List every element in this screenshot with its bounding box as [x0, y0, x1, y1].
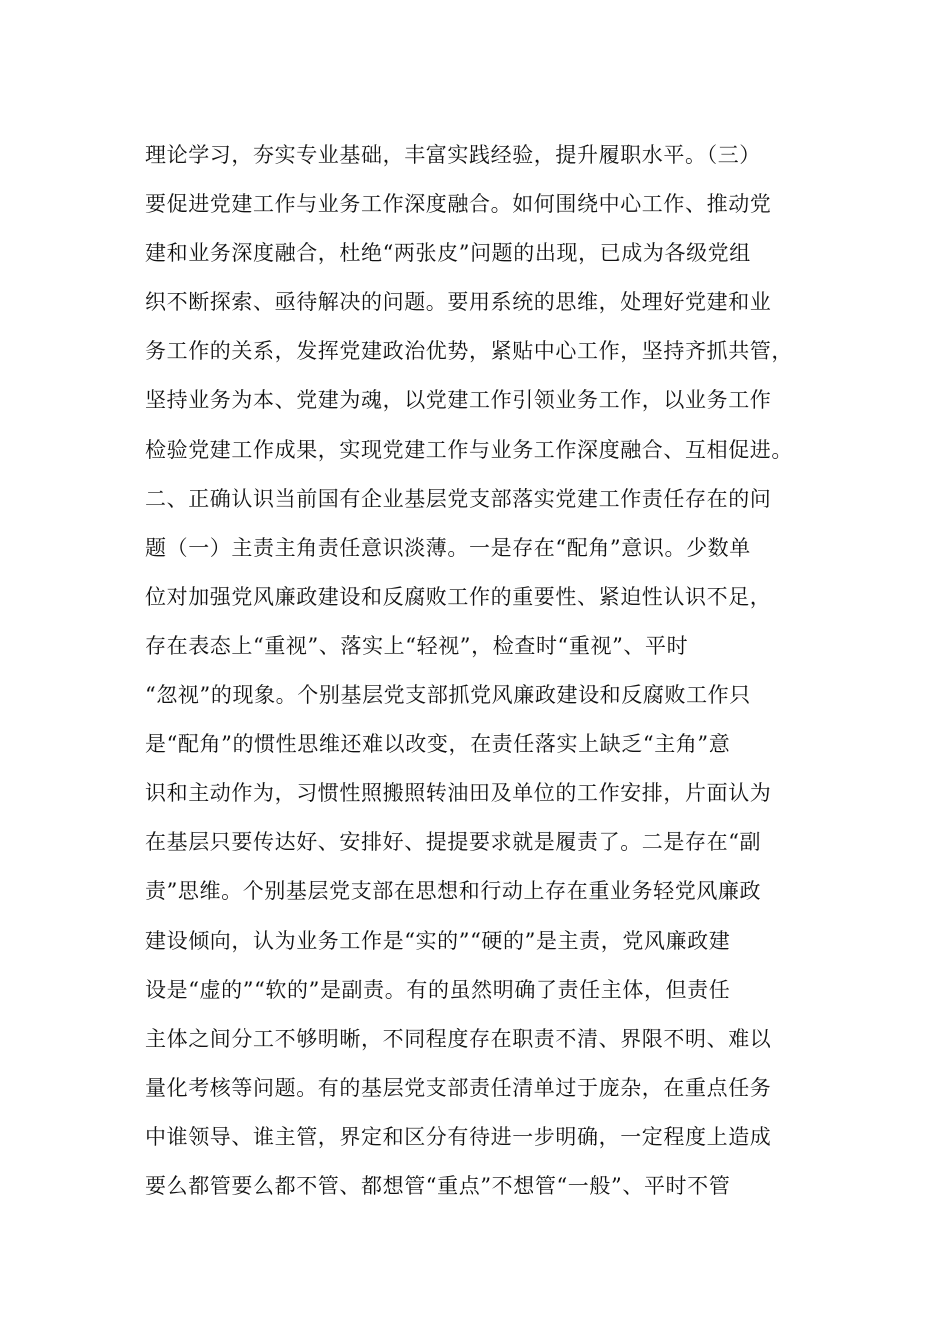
text-line: 是“配角”的惯性思维还难以改变，在责任落实上缺乏“主角”意 [145, 732, 731, 757]
text-line: 检验党建工作成果，实现党建工作与业务工作深度融合、互相促进。 [145, 437, 793, 462]
text-line: 中谁领导、谁主管，界定和区分有待进一步明确，一定程度上造成 [145, 1124, 772, 1149]
text-line: 存在表态上“重视”、落实上“轻视”，检查时“重视”、平时 [145, 633, 689, 658]
text-line: 织不断探索、亟待解决的问题。要用系统的思维，处理好党建和业 [145, 290, 772, 315]
text-line: 题（一）主责主角责任意识淡薄。一是存在“配角”意识。少数单 [145, 535, 751, 560]
text-line: 在基层只要传达好、安排好、提提要求就是履责了。二是存在“副 [145, 830, 762, 855]
section-heading-line: 二、正确认识当前国有企业基层党支部落实党建工作责任存在的问 [145, 486, 772, 511]
text-line: “忽视”的现象。个别基层党支部抓党风廉政建设和反腐败工作只 [145, 683, 751, 708]
text-line: 坚持业务为本、党建为魂，以党建工作引领业务工作，以业务工作 [145, 388, 772, 413]
text-line: 设是“虚的”“软的”是副责。有的虽然明确了责任主体，但责任 [145, 977, 731, 1002]
text-line: 识和主动作为，习惯性照搬照转油田及单位的工作安排，片面认为 [145, 781, 772, 806]
text-line: 建和业务深度融合，杜绝“两张皮”问题的出现，已成为各级党组 [145, 241, 751, 266]
text-line: 主体之间分工不够明晰，不同程度存在职责不清、界限不明、难以 [145, 1026, 772, 1051]
text-line: 要促进党建工作与业务工作深度融合。如何围绕中心工作、推动党 [145, 192, 772, 217]
text-line: 建设倾向，认为业务工作是“实的”“硬的”是主责，党风廉政建 [145, 928, 731, 953]
body-text [145, 131, 845, 1211]
text-line: 位对加强党风廉政建设和反腐败工作的重要性、紧迫性认识不足， [145, 584, 772, 609]
text-line: 要么都管要么都不管、都想管“重点”不想管“一般”、平时不管 [145, 1173, 731, 1198]
text-line: 理论学习，夯实专业基础，丰富实践经验，提升履职水平。（三） [145, 143, 761, 167]
text-line: 务工作的关系，发挥党建政治优势，紧贴中心工作，坚持齐抓共管， [145, 339, 793, 364]
text-line: 责”思维。个别基层党支部在思想和行动上存在重业务轻党风廉政 [145, 879, 762, 904]
text-line: 量化考核等问题。有的基层党支部责任清单过于庞杂，在重点任务 [145, 1075, 772, 1100]
